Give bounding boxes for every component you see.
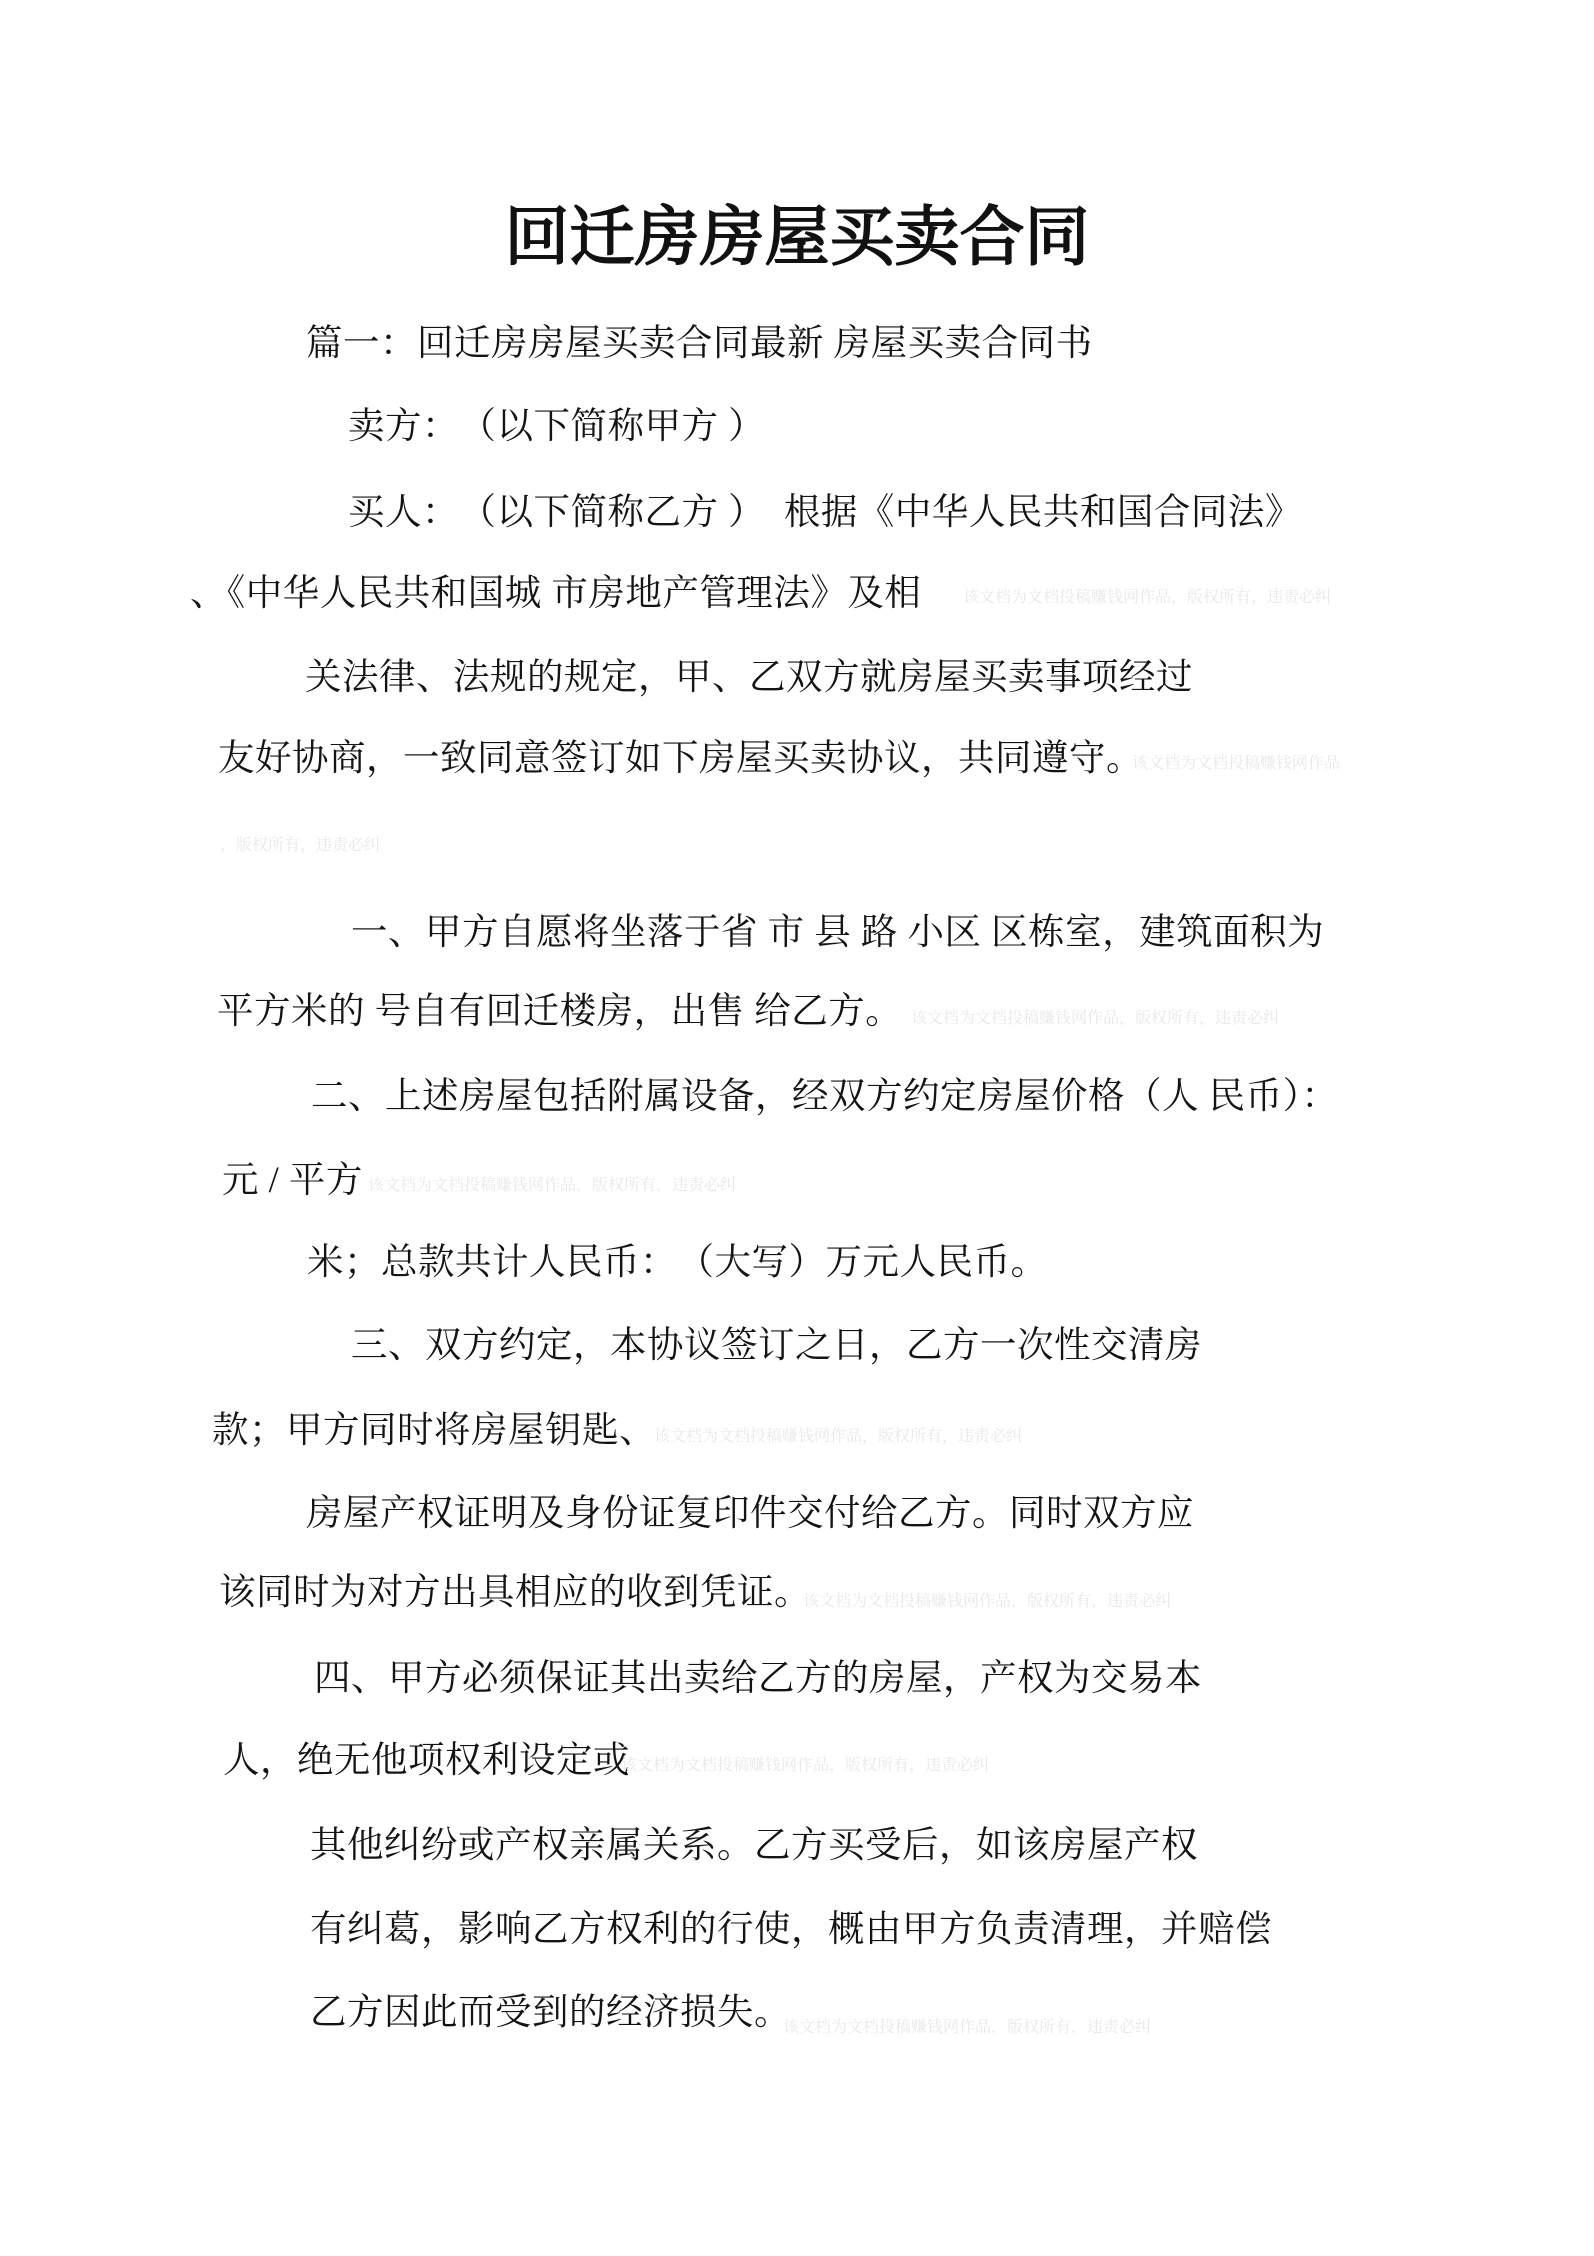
body-line: 乙方因此而受到的经济损失。	[310, 1991, 791, 2032]
body-line: 人，绝无他项权利设定或	[223, 1739, 630, 1780]
watermark-text: 该文档为文档投稿赚钱网作品，版权所有，违责必纠	[963, 589, 1332, 606]
watermark-text: 该文档为文档投稿赚钱网作品，版权所有，违责必纠	[654, 1428, 1023, 1445]
watermark-text: 该文档为文档投稿赚钱网作品，版权所有，违责必纠	[368, 1177, 737, 1194]
watermark-text: 该文档为文档投稿赚钱网作品，版权所有，违责必纠	[621, 1757, 990, 1774]
body-line: 元 / 平方	[222, 1159, 363, 1200]
clause-4-line: 四、甲方必须保证其出卖给乙方的房屋，产权为交易本	[314, 1657, 1202, 1698]
watermark-text: 该文档为文档投稿赚钱网作品，版权所有，违责必纠	[783, 2019, 1152, 2036]
body-line: 友好协商，一致同意签订如下房屋买卖协议，共同遵守。	[218, 737, 1143, 778]
watermark-text: ，版权所有，违责必纠	[220, 837, 381, 854]
watermark-text: 该文档为文档投稿赚钱网作品，版权所有，违责必纠	[803, 1593, 1172, 1610]
clause-1-line: 一、甲方自愿将坐落于省 市 县 路 小区 区栋室，建筑面积为	[351, 911, 1325, 952]
watermark-text: 该文档为文档投稿赚钱网作品	[1132, 755, 1341, 772]
body-line: 平方米的 号自有回迁楼房，出售 给乙方。	[217, 990, 903, 1031]
body-line: 该同时为对方出具相应的收到凭证。	[219, 1571, 811, 1612]
body-line: 米；总款共计人民币： （大写）万元人民币。	[307, 1241, 1048, 1282]
law-reference-line: 、《中华人民共和国城 市房地产管理法》及相	[190, 572, 922, 613]
body-line: 款；甲方同时将房屋钥匙、	[212, 1409, 656, 1450]
body-line: 其他纠纷或产权亲属关系。乙方买受后，如该房屋产权	[310, 1824, 1198, 1865]
body-line: 房屋产权证明及身份证复印件交付给乙方。同时双方应	[306, 1492, 1194, 1533]
watermark-text: 该文档为文档投稿赚钱网作品，版权所有，违责必纠	[911, 1010, 1280, 1027]
seller-line: 卖方： （以下简称甲方 ）	[348, 405, 766, 446]
body-line: 关法律、法规的规定，甲、乙双方就房屋买卖事项经过	[305, 656, 1193, 697]
clause-2-line: 二、上述房屋包括附属设备，经双方约定房屋价格（人 民币）：	[311, 1075, 1339, 1116]
paragraph-heading-line: 篇一：回迁房房屋买卖合同最新 房屋买卖合同书	[306, 322, 1093, 363]
document-title: 回迁房房屋买卖合同	[504, 200, 1090, 273]
buyer-line: 买人： （以下简称乙方 ） 根据《中华人民共和国合同法》	[348, 491, 1302, 532]
clause-3-line: 三、双方约定，本协议签订之日，乙方一次性交清房	[351, 1324, 1202, 1365]
body-line: 有纠葛，影响乙方权利的行使，概由甲方负责清理，并赔偿	[310, 1908, 1272, 1949]
